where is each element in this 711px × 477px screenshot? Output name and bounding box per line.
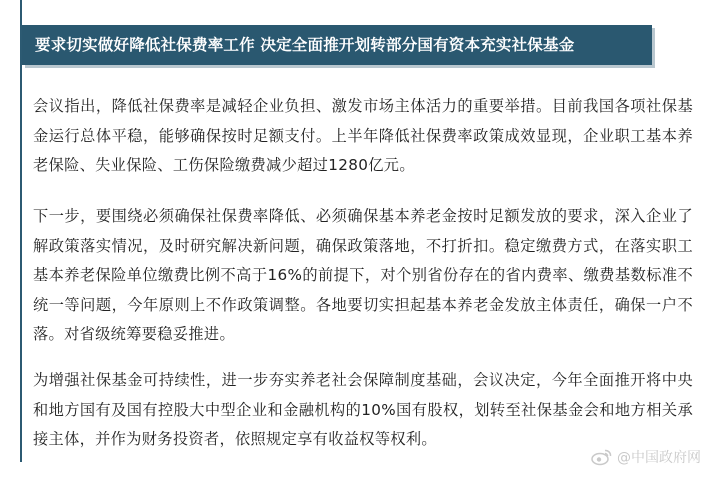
article-title-bar — [22, 25, 652, 65]
watermark — [591, 447, 701, 467]
article-paragraph-1: 会议指出，降低社保费率是减轻企业负担、激发市场主体活力的重要举措。目前我国各项社保基金运行总体平稳，能够确保按时足额支付。上半年降低社保费率政策成效显现，企业职工基本养老保险、失业保险、工伤保险缴费减少超过1280亿元。 — [33, 97, 693, 174]
watermark-text: @中国政府网 — [617, 450, 701, 466]
article-title: 要求切实做好降低社保费率工作 决定全面推开划转部分国有资本充实社保基金 — [35, 36, 575, 54]
weibo-logo-icon — [591, 448, 613, 466]
left-accent-rule — [20, 0, 22, 462]
article-paragraph-2: 下一步，要围绕必须确保社保费率降低、必须确保基本养老金按时足额发放的要求，深入企业了解政策落实情况，及时研究解决新问题，确保政策落地，不打折扣。稳定缴费方式，在落实职工基本养老保险单位缴费比例不高于16%的前提下，对个别省份存在的省内费率、缴费基数标准不统一等问题，今年原则上不作政策调整。各地要切实担起基本养老金发放主体责任，确保一户不落。对省级统筹要稳妥推进。 — [33, 207, 693, 343]
article-paragraph-3: 为增强社保基金可持续性，进一步夯实养老社会保障制度基础，会议决定，今年全面推开将中央和地方国有及国有控股大中型企业和金融机构的10%国有股权，划转至社保基金会和地方相关承接主体，并作为财务投资者，依照规定享有收益权等权利。 — [33, 371, 693, 448]
